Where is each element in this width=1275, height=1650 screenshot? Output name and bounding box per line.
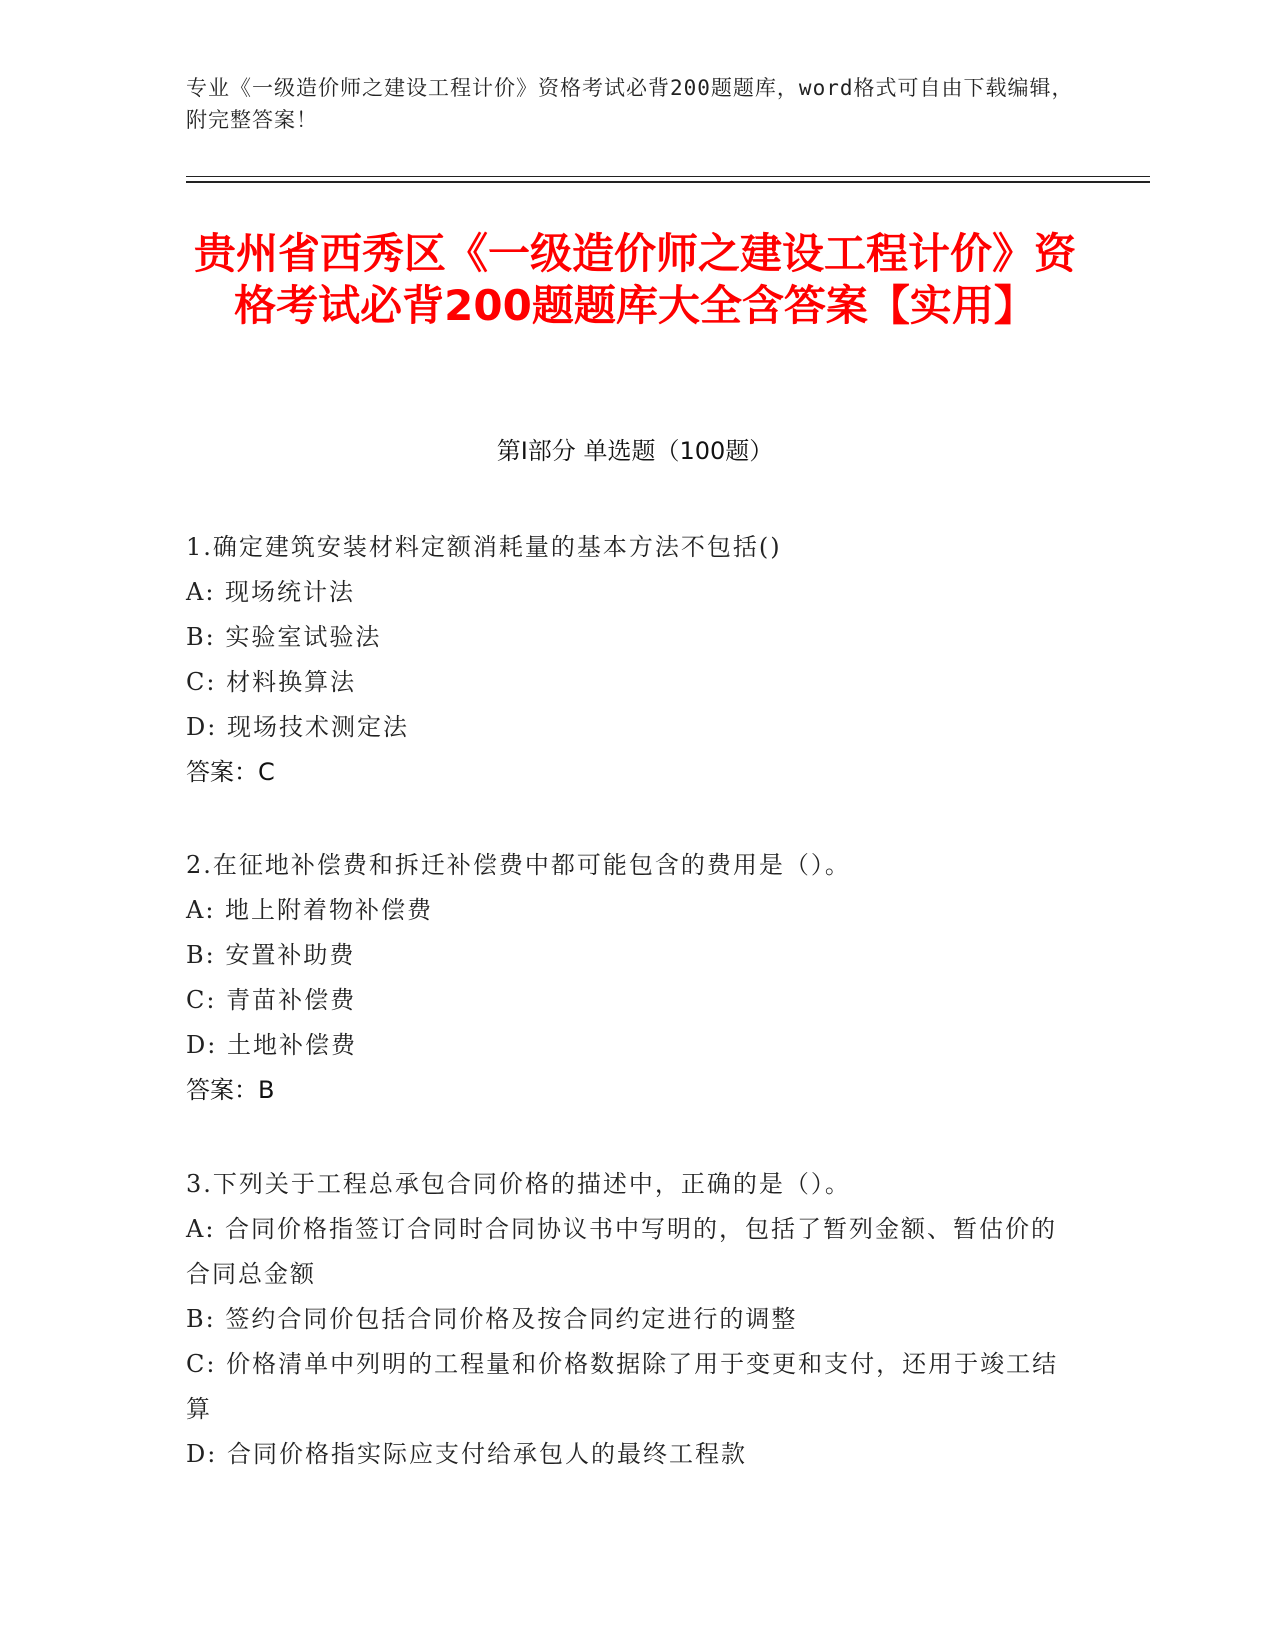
option-a: A: 合同价格指签订合同时合同协议书中写明的，包括了暂列金额、暂估价的合同总金额 xyxy=(186,1215,1058,1288)
option-b: B: 签约合同价包括合同价格及按合同约定进行的调整 xyxy=(186,1305,798,1333)
section-heading: 第I部分 单选题（100题） xyxy=(496,437,774,465)
option-d: D: 现场技术测定法 xyxy=(186,713,409,741)
option-b: B: 安置补助费 xyxy=(186,941,356,969)
option-b: B: 实验室试验法 xyxy=(186,623,382,651)
option-d: D: 合同价格指实际应支付给承包人的最终工程款 xyxy=(186,1440,747,1468)
option-c: C: 青苗补偿费 xyxy=(186,986,357,1014)
question-block xyxy=(186,525,1066,795)
option-a: A: 现场统计法 xyxy=(186,578,356,606)
answer-line: 答案：C xyxy=(186,758,275,786)
option-d: D: 土地补偿费 xyxy=(186,1031,357,1059)
question-block xyxy=(186,1162,1066,1477)
question-block xyxy=(186,843,1066,1113)
question-stem: 2.在征地补偿费和拆迁补偿费中都可能包含的费用是（）。 xyxy=(186,851,851,879)
option-c: C: 材料换算法 xyxy=(186,668,357,696)
question-stem: 3.下列关于工程总承包合同价格的描述中，正确的是（）。 xyxy=(186,1170,851,1198)
document-title: 贵州省西秀区《一级造价师之建设工程计价》资格考试必背200题题库大全含答案【实用】 xyxy=(193,229,1076,330)
header-divider-thin xyxy=(186,176,1150,177)
header-divider-thick xyxy=(186,181,1150,183)
answer-line: 答案：B xyxy=(186,1076,275,1104)
header-note: 专业《一级造价师之建设工程计价》资格考试必背200题题库，word格式可自由下载编辑，附完整答案！ xyxy=(186,76,1074,132)
option-a: A: 地上附着物补偿费 xyxy=(186,896,434,924)
option-c: C: 价格清单中列明的工程量和价格数据除了用于变更和支付，还用于竣工结算 xyxy=(186,1350,1059,1423)
question-stem: 1.确定建筑安装材料定额消耗量的基本方法不包括() xyxy=(186,533,782,561)
